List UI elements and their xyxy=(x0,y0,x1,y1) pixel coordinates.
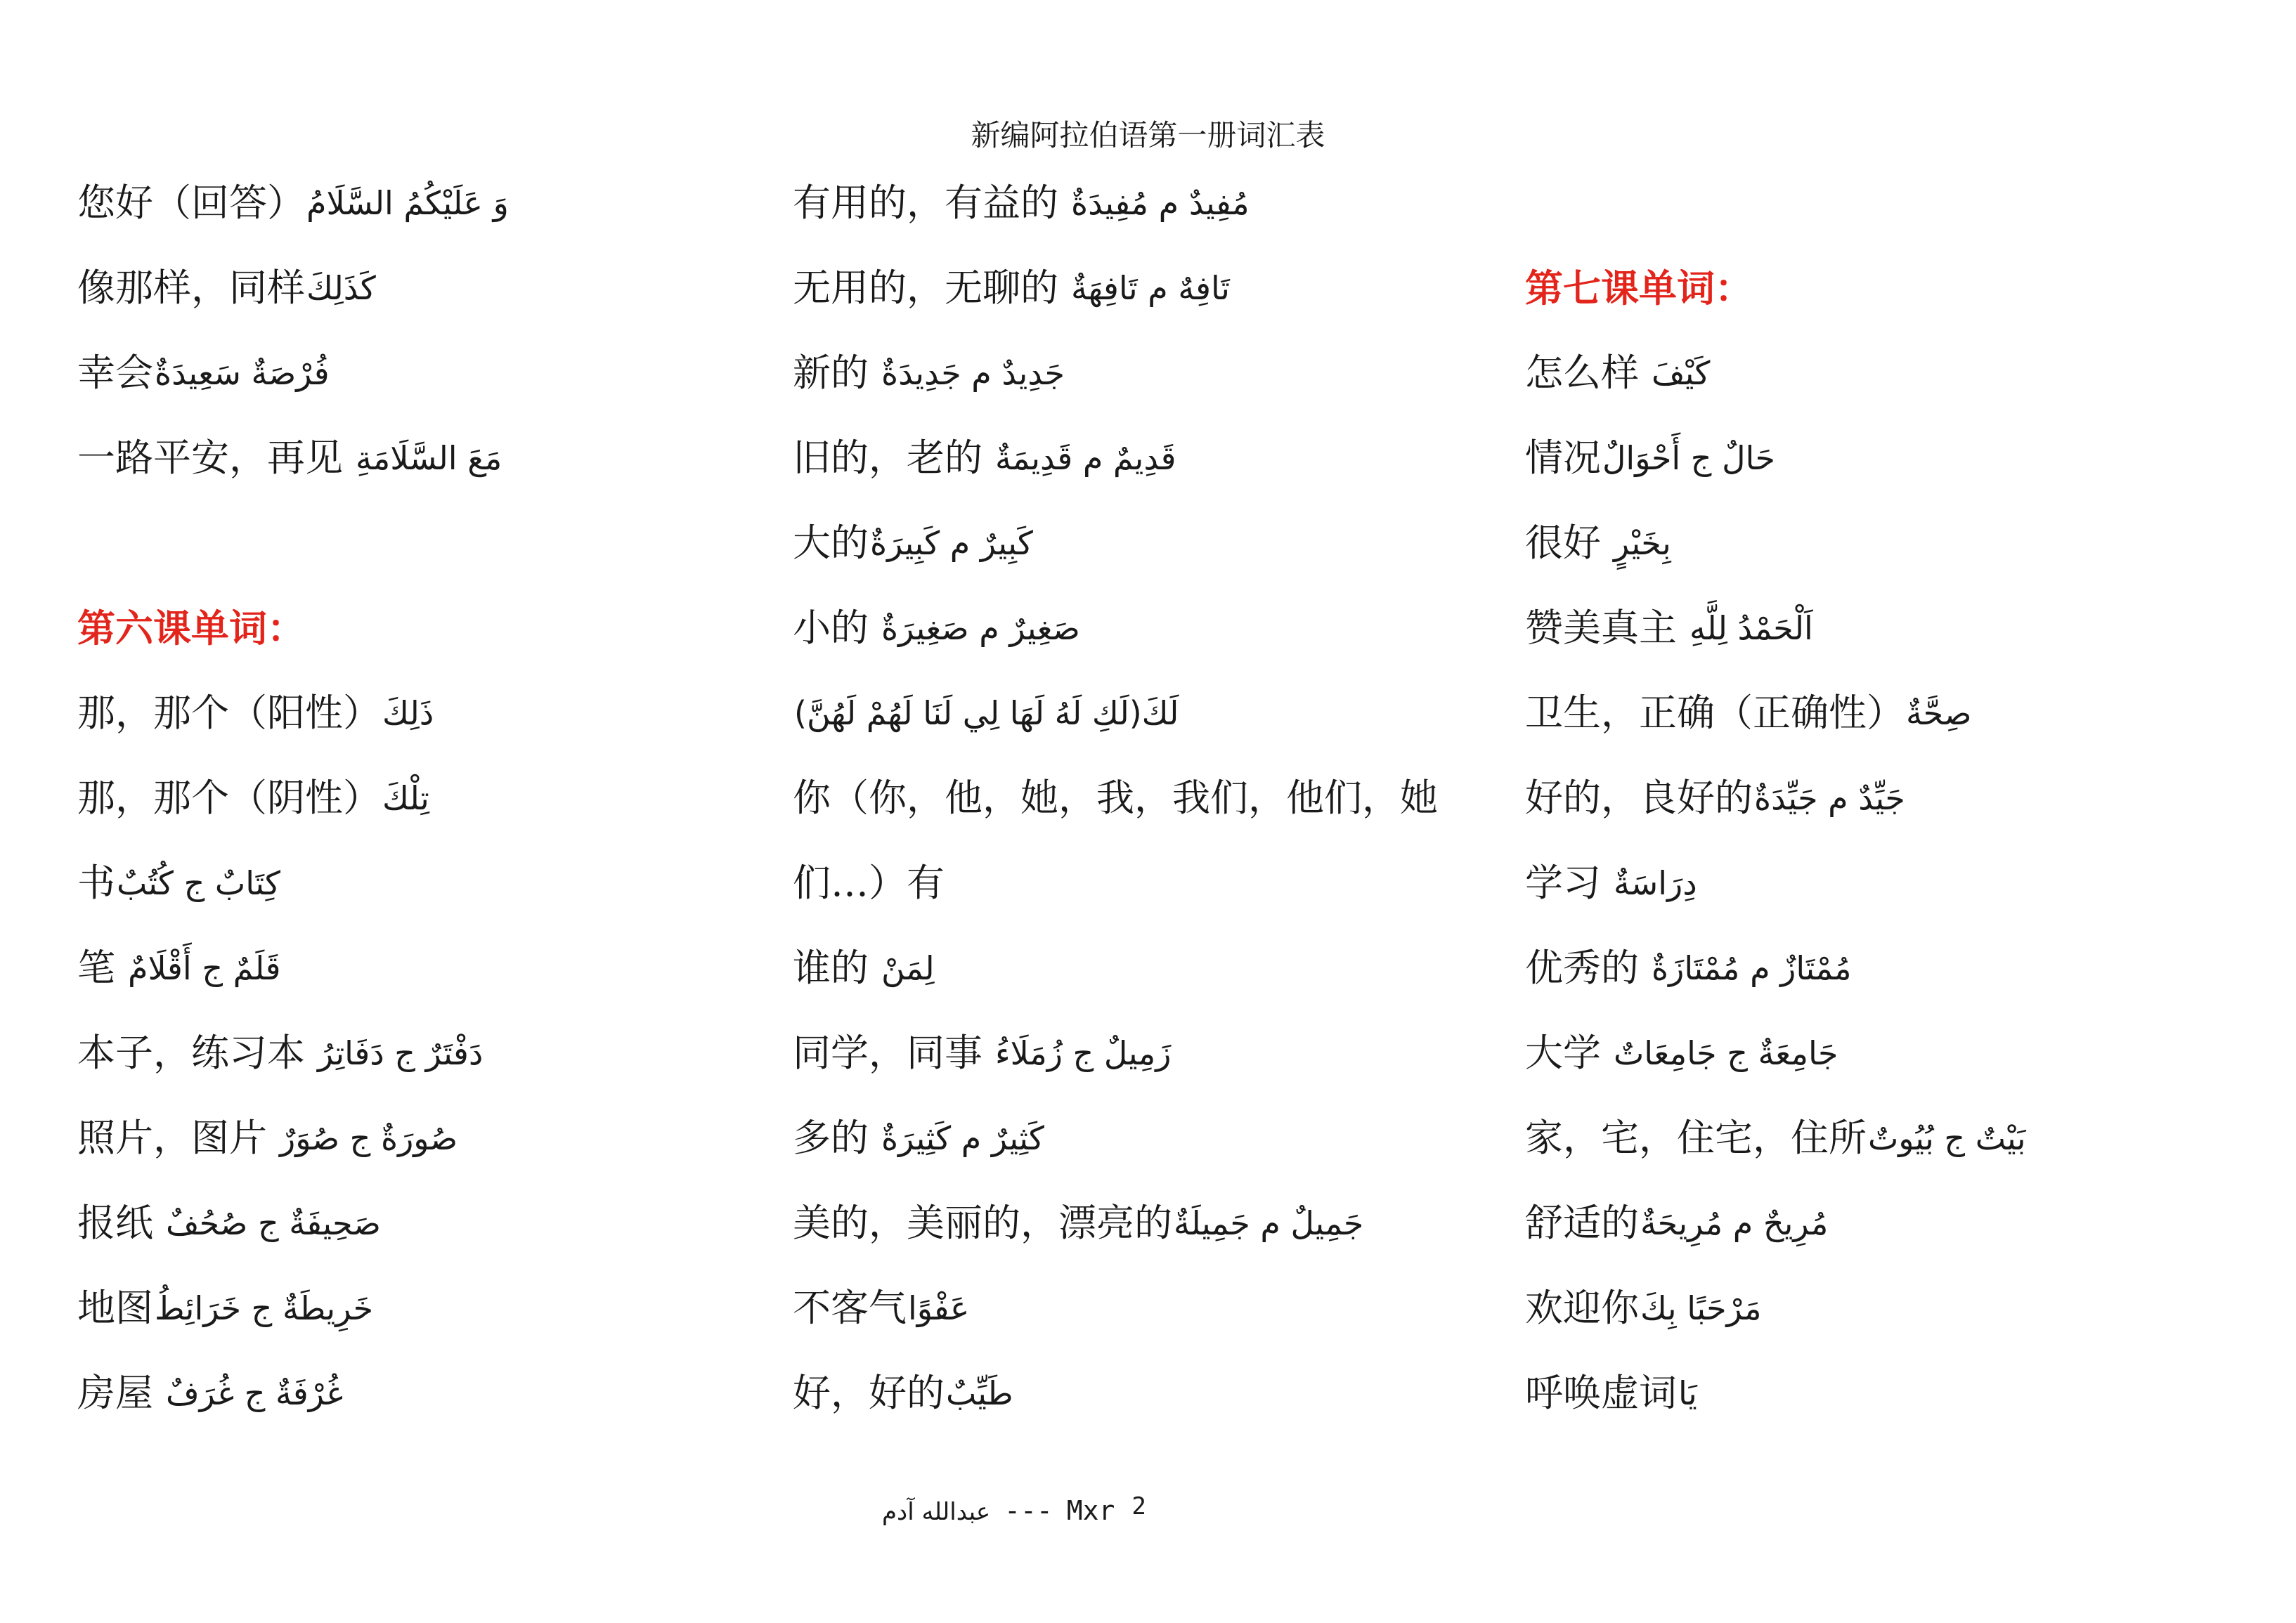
chinese-meaning: 您好（回答） xyxy=(77,180,305,225)
arabic-word: جَيِّدٌ م جَيِّدَةٌ xyxy=(1754,778,1905,817)
vocab-column-2 xyxy=(793,160,1496,1435)
arabic-word: كَيْفَ xyxy=(1652,353,1711,392)
vocab-entry xyxy=(77,670,766,755)
blank-line xyxy=(1525,160,2228,245)
vocab-entry xyxy=(793,160,1496,245)
chinese-meaning: 一路平安，再见 xyxy=(77,435,343,480)
chinese-meaning: 们…）有 xyxy=(793,860,945,905)
chinese-meaning: 美的，美丽的，漂亮的 xyxy=(793,1200,1172,1245)
arabic-word: مُرِيحٌ م مُرِيحَةٌ xyxy=(1640,1204,1829,1242)
chinese-meaning: 书 xyxy=(77,860,115,905)
chinese-meaning: 呼唤虚词 xyxy=(1525,1370,1677,1415)
blank-line xyxy=(77,500,766,585)
chinese-meaning: 大学 xyxy=(1525,1030,1601,1075)
vocab-entry xyxy=(793,500,1496,585)
arabic-word: ذَلِكَ xyxy=(382,693,434,732)
vocab-entry xyxy=(77,1095,766,1180)
chinese-meaning: 地图 xyxy=(77,1285,153,1330)
arabic-word: غُرْفَةٌ ج غُرَفٌ xyxy=(166,1374,344,1412)
vocab-entry xyxy=(793,1265,1496,1350)
chinese-meaning: 像那样，同样 xyxy=(77,265,305,310)
arabic-word: قَلَمٌ ج أَقْلَامٌ xyxy=(128,949,281,987)
lesson-heading-text: 第六课单词： xyxy=(77,605,305,651)
vocab-entry xyxy=(793,840,1496,925)
vocab-entry xyxy=(793,330,1496,415)
vocab-entry xyxy=(793,1010,1496,1095)
arabic-word: بِخَيْرٍ xyxy=(1614,523,1671,562)
chinese-meaning: 谁的 xyxy=(793,945,869,990)
chinese-meaning: 照片，图片 xyxy=(77,1115,267,1160)
chinese-meaning: 你（你，他，她，我，我们，他们，她 xyxy=(793,775,1438,820)
vocab-entry xyxy=(77,755,766,840)
chinese-meaning: 同学，同事 xyxy=(793,1030,982,1075)
arabic-word: جَامِعَةٌ ج جَامِعَاتٌ xyxy=(1614,1034,1838,1072)
chinese-meaning: 家，宅，住宅，住所 xyxy=(1525,1115,1867,1160)
chinese-meaning: 情况 xyxy=(1525,435,1601,480)
arabic-word: عَفْوًا xyxy=(908,1289,970,1327)
chinese-meaning: 新的 xyxy=(793,350,869,395)
arabic-word: بَيْتٌ ج بُيُوتٌ xyxy=(1868,1119,2026,1157)
chinese-meaning: 无用的，无聊的 xyxy=(793,265,1058,310)
arabic-word: فُرْصَةٌ سَعِيدَةٌ xyxy=(155,353,330,392)
vocab-entry xyxy=(1525,1350,2228,1435)
vocab-entry xyxy=(77,925,766,1010)
chinese-meaning: 怎么样 xyxy=(1525,350,1639,395)
chinese-meaning: 很好 xyxy=(1525,520,1601,565)
arabic-word: صَحِيفَةٌ ج صُحُفٌ xyxy=(166,1204,381,1242)
arabic-word: خَرِيطَةٌ ج خَرَائِطُ xyxy=(155,1289,374,1327)
chinese-meaning: 笔 xyxy=(77,945,115,990)
chinese-meaning: 报纸 xyxy=(77,1200,153,1245)
arabic-word: لَكَ(لَكِ لَهُ لَهَا لِي لَنَا لَهُمْ لَهُنَّ) xyxy=(794,693,1179,732)
vocab-entry xyxy=(793,670,1496,755)
chinese-meaning: 多的 xyxy=(793,1115,869,1160)
vocab-entry xyxy=(793,585,1496,670)
chinese-meaning: 小的 xyxy=(793,605,869,650)
vocab-entry xyxy=(77,1180,766,1265)
vocab-entry xyxy=(793,755,1496,840)
footer-separator: --- xyxy=(1004,1495,1053,1526)
arabic-word: تِلْكَ xyxy=(382,778,429,817)
vocab-column-1 xyxy=(77,160,766,1435)
arabic-word: جَدِيدٌ م جَدِيدَةٌ xyxy=(881,353,1065,392)
vocab-entry xyxy=(793,415,1496,500)
chinese-meaning: 学习 xyxy=(1525,860,1601,905)
vocab-entry xyxy=(1525,585,2228,670)
chinese-meaning: 那，那个（阳性） xyxy=(77,690,381,735)
chinese-meaning: 有用的，有益的 xyxy=(793,180,1058,225)
arabic-word: دَفْتَرٌ ج دَفَاتِرُ xyxy=(318,1034,484,1072)
vocab-entry xyxy=(1525,1095,2228,1180)
vocab-entry xyxy=(793,245,1496,330)
arabic-word: دِرَاسَةٌ xyxy=(1614,863,1697,902)
vocab-entry xyxy=(77,245,766,330)
arabic-word: كَثِيرٌ م كَثِيرَةٌ xyxy=(881,1119,1044,1157)
vocab-entry xyxy=(1525,500,2228,585)
arabic-word: صُورَةٌ ج صُوَرٌ xyxy=(280,1119,458,1157)
page-number: 2 xyxy=(1131,1492,1146,1520)
vocab-entry xyxy=(793,1095,1496,1180)
vocab-entry xyxy=(77,1350,766,1435)
vocab-entry xyxy=(793,1350,1496,1435)
vocab-entry xyxy=(77,1010,766,1095)
arabic-word: تَافِهٌ م تَافِهَةٌ xyxy=(1071,268,1230,307)
vocab-column-3 xyxy=(1525,160,2228,1435)
arabic-word: جَمِيلٌ م جَمِيلَةٌ xyxy=(1174,1204,1364,1242)
chinese-meaning: 不客气 xyxy=(793,1285,907,1330)
chinese-meaning: 大的 xyxy=(793,520,869,565)
arabic-word: كَذَلِكَ xyxy=(306,268,376,307)
vocab-entry xyxy=(1525,840,2228,925)
chinese-meaning: 优秀的 xyxy=(1525,945,1639,990)
vocab-entry xyxy=(1525,1180,2228,1265)
arabic-word: مَعَ السَّلَامَةِ xyxy=(356,438,502,477)
vocab-entry xyxy=(793,1180,1496,1265)
vocab-entry xyxy=(77,160,766,245)
arabic-word: كَبِيرٌ م كَبِيرَةٌ xyxy=(870,523,1033,562)
vocab-entry xyxy=(77,415,766,500)
arabic-word: مُمْتَازٌ م مُمْتَازَةٌ xyxy=(1652,949,1852,987)
arabic-word: صَغِيرٌ م صَغِيرَةٌ xyxy=(881,608,1080,647)
vocab-entry xyxy=(77,840,766,925)
arabic-word: حَالٌ ج أَحْوَالٌ xyxy=(1602,438,1775,477)
chinese-meaning: 本子，练习本 xyxy=(77,1030,305,1075)
chinese-meaning: 赞美真主 xyxy=(1525,605,1677,650)
vocab-entry xyxy=(1525,755,2228,840)
vocab-entry xyxy=(1525,670,2228,755)
arabic-word: مَرْحَبًا بِكَ xyxy=(1640,1289,1762,1327)
arabic-word: صِحَّةٌ xyxy=(1906,693,1972,732)
vocab-entry xyxy=(1525,1010,2228,1095)
arabic-word: يَا xyxy=(1678,1374,1697,1412)
vocab-entry xyxy=(1525,1265,2228,1350)
arabic-word: لِمَنْ xyxy=(881,949,935,987)
vocab-entry xyxy=(1525,925,2228,1010)
chinese-meaning: 舒适的 xyxy=(1525,1200,1639,1245)
arabic-word: كِتَابٌ ج كُتُبٌ xyxy=(117,863,280,902)
vocab-entry xyxy=(793,925,1496,1010)
footer-name: Mxr xyxy=(1066,1495,1115,1526)
chinese-meaning: 好，好的 xyxy=(793,1370,945,1415)
chinese-meaning: 旧的，老的 xyxy=(793,435,982,480)
lesson-7-heading xyxy=(1525,245,2228,330)
vocab-entry xyxy=(1525,415,2228,500)
lesson-6-heading xyxy=(77,585,766,670)
page-title: 新编阿拉伯语第一册词汇表 xyxy=(971,118,1325,152)
arabic-word: وَ عَلَيْكُمُ السَّلَامُ xyxy=(306,183,509,222)
chinese-meaning: 幸会 xyxy=(77,350,153,395)
arabic-word: قَدِيمٌ م قَدِيمَةٌ xyxy=(995,438,1176,477)
arabic-word: زَمِيلٌ ج زُمَلَاءُ xyxy=(995,1034,1172,1072)
chinese-meaning: 卫生，正确（正确性） xyxy=(1525,690,1905,735)
page-footer xyxy=(882,1492,1146,1526)
chinese-meaning: 好的，良好的 xyxy=(1525,775,1753,820)
footer-arabic-name: عبدالله آدم xyxy=(882,1498,991,1526)
vocab-entry xyxy=(1525,330,2228,415)
chinese-meaning: 那，那个（阴性） xyxy=(77,775,381,820)
arabic-word: مُفِيدٌ م مُفِيدَةٌ xyxy=(1071,183,1250,222)
chinese-meaning: 房屋 xyxy=(77,1370,153,1415)
lesson-heading-text: 第七课单词： xyxy=(1525,265,1753,311)
arabic-word: اَلْحَمْدُ لِلَّهِ xyxy=(1689,608,1813,647)
chinese-meaning: 欢迎你 xyxy=(1525,1285,1639,1330)
vocab-entry xyxy=(77,330,766,415)
vocab-entry xyxy=(77,1265,766,1350)
arabic-word: طَيِّبٌ xyxy=(946,1374,1013,1412)
